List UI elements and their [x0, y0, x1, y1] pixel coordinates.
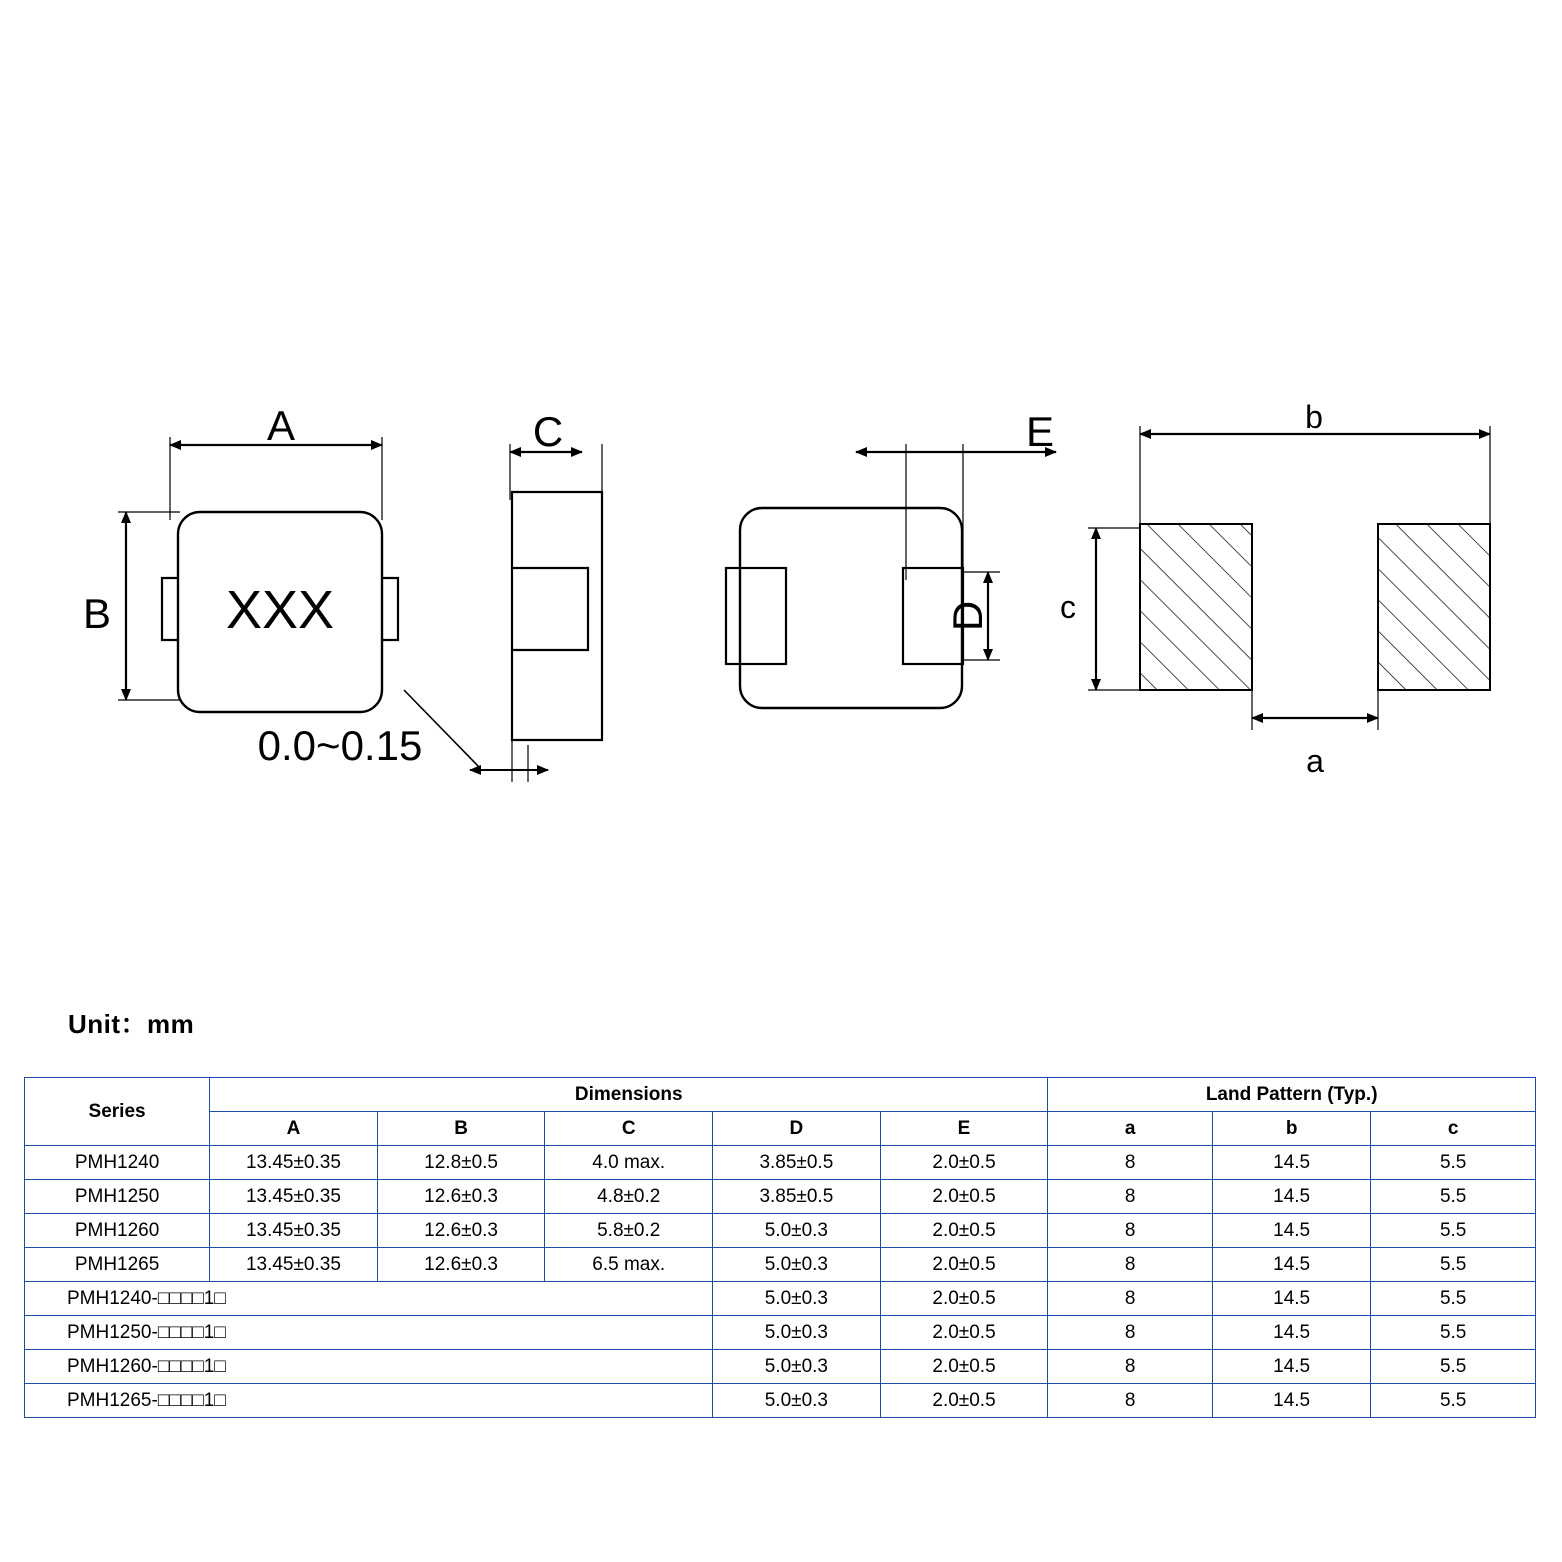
body-marking: XXX — [225, 580, 335, 640]
land-dim-label-c: c — [1060, 589, 1076, 625]
table-row — [25, 1384, 1536, 1418]
header-col-A: A — [210, 1112, 378, 1146]
table-row — [25, 1214, 1536, 1248]
cell-value: 8 — [1048, 1350, 1213, 1384]
cell-value: 5.5 — [1371, 1180, 1536, 1214]
header-col-c: c — [1371, 1112, 1536, 1146]
table-row — [25, 1180, 1536, 1214]
cell-value: 13.45±0.35 — [210, 1146, 378, 1180]
cell-value: 5.0±0.3 — [713, 1214, 881, 1248]
cell-value: 8 — [1048, 1384, 1213, 1418]
cell-series: PMH1260-□□□□1□ — [25, 1350, 713, 1384]
cell-value: 5.5 — [1371, 1384, 1536, 1418]
cell-value: 12.8±0.5 — [377, 1146, 545, 1180]
cell-value: 14.5 — [1212, 1350, 1370, 1384]
cell-value: 2.0±0.5 — [880, 1146, 1048, 1180]
cell-value: 5.5 — [1371, 1248, 1536, 1282]
end-view-group — [726, 444, 1056, 708]
cell-value: 6.5 max. — [545, 1248, 713, 1282]
cell-series: PMH1260 — [25, 1214, 210, 1248]
header-col-B: B — [377, 1112, 545, 1146]
cell-value: 8 — [1048, 1248, 1213, 1282]
table-row — [25, 1316, 1536, 1350]
table-body — [25, 1146, 1536, 1418]
cell-value: 2.0±0.5 — [880, 1214, 1048, 1248]
cell-value: 5.5 — [1371, 1282, 1536, 1316]
dim-label-a: A — [266, 402, 296, 449]
cell-value: 14.5 — [1212, 1214, 1370, 1248]
cell-value: 2.0±0.5 — [880, 1384, 1048, 1418]
terminal-gap-note: 0.0~0.15 — [257, 722, 423, 769]
cell-series: PMH1250 — [25, 1180, 210, 1214]
cell-series: PMH1240 — [25, 1146, 210, 1180]
cell-value: 8 — [1048, 1214, 1213, 1248]
cell-value: 2.0±0.5 — [880, 1350, 1048, 1384]
cell-series: PMH1265 — [25, 1248, 210, 1282]
cell-value: 5.0±0.3 — [713, 1350, 881, 1384]
cell-value: 12.6±0.3 — [377, 1248, 545, 1282]
header-series: Series — [25, 1078, 210, 1146]
cell-value: 4.0 max. — [545, 1146, 713, 1180]
table-row — [25, 1248, 1536, 1282]
cell-value: 14.5 — [1212, 1384, 1370, 1418]
header-col-C: C — [545, 1112, 713, 1146]
table-row — [25, 1350, 1536, 1384]
cell-value: 14.5 — [1212, 1282, 1370, 1316]
cell-value: 5.0±0.3 — [713, 1248, 881, 1282]
cell-value: 14.5 — [1212, 1146, 1370, 1180]
table-header-column-row — [25, 1112, 1536, 1146]
table-row — [25, 1146, 1536, 1180]
cell-value: 5.5 — [1371, 1146, 1536, 1180]
cell-value: 2.0±0.5 — [880, 1248, 1048, 1282]
dim-label-e: E — [1025, 408, 1055, 455]
land-pattern-group — [1088, 426, 1490, 730]
dim-label-d: D — [944, 600, 991, 632]
dimensions-table — [24, 1077, 1536, 1418]
side-view-group — [470, 444, 602, 782]
cell-series: PMH1240-□□□□1□ — [25, 1282, 713, 1316]
land-dim-label-b: b — [1305, 399, 1323, 435]
cell-value: 2.0±0.5 — [880, 1282, 1048, 1316]
header-col-E: E — [880, 1112, 1048, 1146]
header-col-b: b — [1212, 1112, 1370, 1146]
cell-value: 14.5 — [1212, 1248, 1370, 1282]
cell-value: 5.8±0.2 — [545, 1214, 713, 1248]
cell-value: 13.45±0.35 — [210, 1248, 378, 1282]
cell-value: 13.45±0.35 — [210, 1214, 378, 1248]
cell-value: 5.5 — [1371, 1214, 1536, 1248]
cell-series: PMH1250-□□□□1□ — [25, 1316, 713, 1350]
cell-value: 5.0±0.3 — [713, 1384, 881, 1418]
header-col-a: a — [1048, 1112, 1213, 1146]
cell-value: 8 — [1048, 1316, 1213, 1350]
dim-label-b: B — [82, 590, 112, 637]
cell-value: 14.5 — [1212, 1180, 1370, 1214]
header-col-D: D — [713, 1112, 881, 1146]
dim-label-c: C — [532, 408, 564, 455]
cell-value: 5.5 — [1371, 1350, 1536, 1384]
table-header-group-row — [25, 1078, 1536, 1112]
land-dim-label-a: a — [1306, 743, 1324, 779]
cell-value: 3.85±0.5 — [713, 1146, 881, 1180]
header-land-pattern: Land Pattern (Typ.) — [1048, 1078, 1536, 1112]
table-row — [25, 1282, 1536, 1316]
cell-value: 2.0±0.5 — [880, 1316, 1048, 1350]
cell-value: 5.0±0.3 — [713, 1282, 881, 1316]
cell-value: 12.6±0.3 — [377, 1214, 545, 1248]
cell-value: 8 — [1048, 1282, 1213, 1316]
cell-value: 13.45±0.35 — [210, 1180, 378, 1214]
cell-value: 4.8±0.2 — [545, 1180, 713, 1214]
cell-value: 3.85±0.5 — [713, 1180, 881, 1214]
cell-value: 8 — [1048, 1146, 1213, 1180]
cell-value: 5.5 — [1371, 1316, 1536, 1350]
header-dimensions: Dimensions — [210, 1078, 1048, 1112]
cell-series: PMH1265-□□□□1□ — [25, 1384, 713, 1418]
cell-value: 12.6±0.3 — [377, 1180, 545, 1214]
cell-value: 5.0±0.3 — [713, 1316, 881, 1350]
cell-value: 14.5 — [1212, 1316, 1370, 1350]
cell-value: 2.0±0.5 — [880, 1180, 1048, 1214]
unit-label: Unit：mm — [68, 1009, 195, 1039]
cell-value: 8 — [1048, 1180, 1213, 1214]
